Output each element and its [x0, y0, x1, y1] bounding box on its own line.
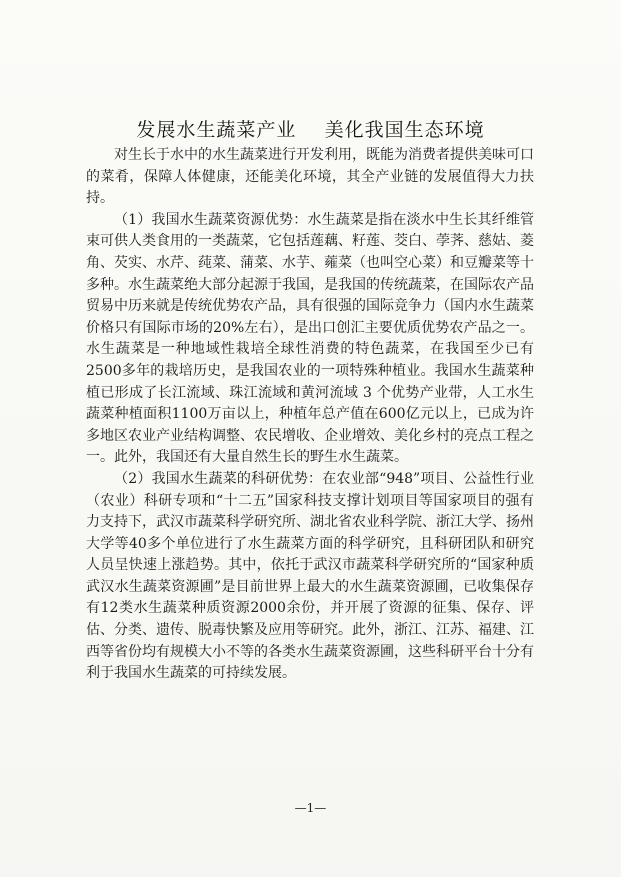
document-title: 发展水生蔬菜产业 美化我国生态环境 [136, 118, 485, 141]
paragraph-research-advantage: （2）我国水生蔬菜的科研优势：在农业部“948”项目、公益性行业（农业）科研专项和“十二五”国家科技支撑计划项目等国家项目的强有力支持下，武汉市蔬菜科学研究所、湖北省农业科学院、浙江大学、扬州大学等40多个单位进行了水生蔬菜方面的科学研究，且科研团队和研究人员呈快速上涨趋势。其中，依托于武汉市蔬菜科学研究所的“国家种质武汉水生蔬菜资源圃”是目前世界上最大的水生蔬菜资源圃，已收集保存有12类水生蔬菜种质资源2000余份，并开展了资源的征集、保存、评估、分类、遗传、脱毒快繁及应用等研究。此外，浙江、江苏、福建、江西等省份均有规模大小不等的各类水生蔬菜资源圃，这些科研平台十分有利于我国水生蔬菜的可持续发展。 [86, 470, 534, 682]
paragraph-resource-advantage: （1）我国水生蔬菜资源优势：水生蔬菜是指在淡水中生长其纤维管束可供人类食用的一类蔬菜，它包括莲藕、籽莲、茭白、荸荠、慈姑、菱角、芡实、水芹、莼菜、蒲菜、水芋、蕹菜（也叫空心菜）和豆瓣菜等十多种。水生蔬菜绝大部分起源于我国，是我国的传统蔬菜，在国际农产品贸易中历来就是传统优势农产品，具有很强的国际竞争力（国内水生蔬菜价格只有国际市场的20%左右），是出口创汇主要优质优势农产品之一。水生蔬菜是一种地域性栽培全球性消费的特色蔬菜，在我国至少已有2500多年的栽培历史，是我国农业的一项特殊种植业。我国水生蔬菜种植已形成了长江流域、珠江流域和黄河流域 3 个优势产业带，人工水生蔬菜种植面积1100万亩以上，种植年总产值在600亿元以上，已成为许多地区农业产业结构调整、农民增收、企业增效、美化乡村的亮点工程之一。此外，我国还有大量自然生长的野生水生蔬菜。 [86, 211, 534, 466]
paragraph-intro: 对生长于水中的水生蔬菜进行开发利用，既能为消费者提供美味可口的菜肴，保障人体健康，还能美化环境，其全产业链的发展值得大力扶持。 [86, 147, 534, 207]
page-number: —1— [294, 801, 327, 815]
document-body [86, 145, 534, 685]
